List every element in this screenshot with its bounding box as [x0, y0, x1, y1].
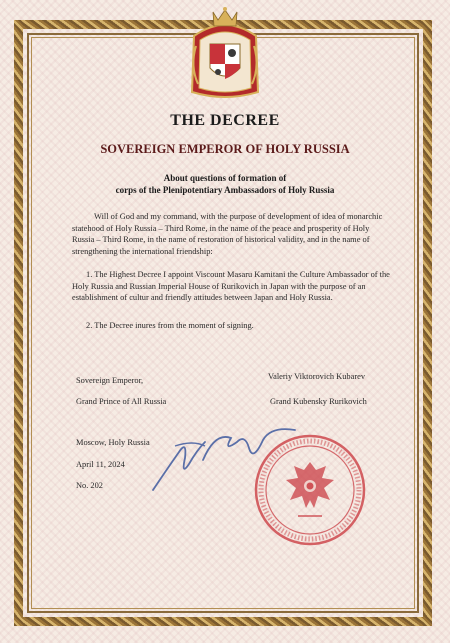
decree-number: No. 202 [76, 481, 103, 490]
signer-rank: Grand Kubensky Rurikovich [270, 397, 367, 406]
coat-of-arms-emblem [188, 6, 262, 102]
decree-subject [0, 172, 450, 196]
subject-line-2: corps of the Plenipotentiary Ambassadors of Holy Russia [115, 185, 335, 195]
decree-heading: SOVEREIGN EMPEROR OF HOLY RUSSIA [100, 142, 350, 156]
decree-place: Moscow, Holy Russia [76, 438, 150, 447]
decree-preamble: Will of God and my command, with the purpose of development of idea of monarchic statehood of Holy Russia – Third Rome, in the name of the peace and prosperity of Holy Russia – Third Rome, in the name of restoration of historical validity, and in the name of strengthening the international friendship: [72, 212, 383, 256]
decree-clause-2: 2. The Decree inures from the moment of signing. [86, 321, 254, 330]
signer-title-1: Sovereign Emperor, [76, 376, 144, 385]
signer-name: Valeriy Viktorovich Kubarev [268, 372, 366, 381]
subject-line-1: About questions of formation of [163, 173, 287, 183]
decree-title: THE DECREE [170, 112, 280, 129]
decree-clause-1: 1. The Highest Decree I appoint Viscount Masaru Kamitani the Culture Ambassador of the Holy Russia and Russian Imperial House of Rurikovich in Japan with the purpose of an establishment of cultur and friendly attitudes between Japan and Holy Russia. [72, 270, 390, 302]
official-seal-stamp [250, 430, 370, 550]
signer-title-2: Grand Prince of All Russia [76, 397, 167, 406]
decree-date: April 11, 2024 [76, 460, 125, 469]
